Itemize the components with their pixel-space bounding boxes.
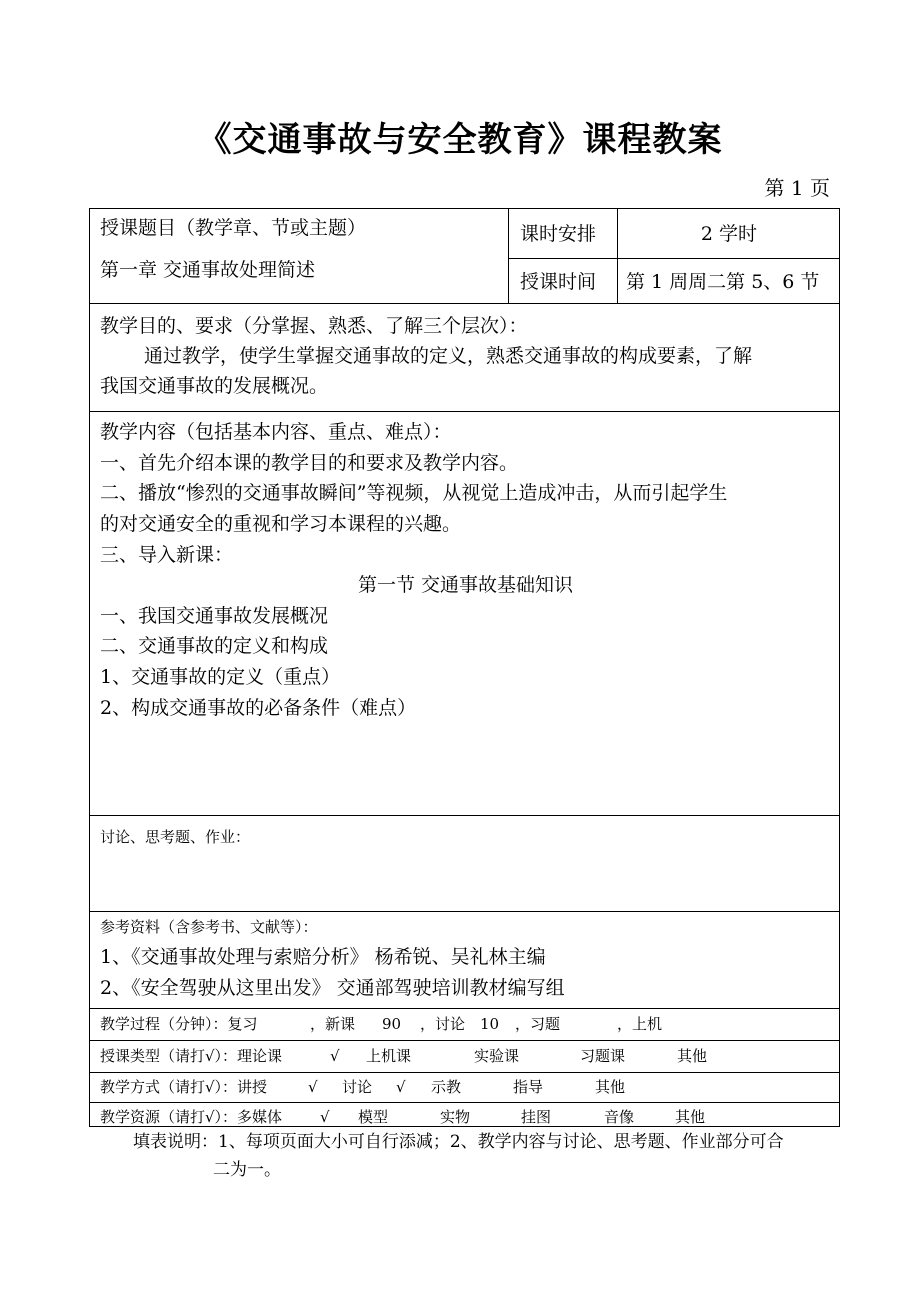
- resources-option: 模型: [358, 1108, 389, 1126]
- lesson-type-option: 其他: [677, 1047, 708, 1065]
- references-label: 参考资料（含参考书、文献等）：: [100, 918, 318, 936]
- resources-option: 其他: [675, 1108, 706, 1126]
- page-number: 第 1 页: [764, 176, 830, 200]
- content-line: 一、我国交通事故发展概况: [100, 605, 329, 627]
- topic-label: 授课题目（教学章、节或主题）: [100, 217, 367, 239]
- row-divider: [90, 1072, 839, 1073]
- time-value: 第 1 周周二第 5、6 节: [626, 271, 820, 293]
- method-label: 教学方式（请打√）：讲授: [100, 1078, 268, 1096]
- document-title: 《交通事故与安全教育》课程教案: [197, 120, 723, 160]
- row-divider: [90, 411, 839, 412]
- process-new-value: 90: [382, 1015, 402, 1033]
- objectives-label: 教学目的、要求（分掌握、熟悉、了解三个层次）：: [100, 315, 528, 337]
- objectives-line: 我国交通事故的发展概况。: [100, 375, 329, 397]
- col-divider: [508, 209, 509, 303]
- process-discuss-label: ，讨论: [420, 1015, 466, 1033]
- topic-value: 第一章 交通事故处理简述: [100, 259, 316, 281]
- resources-check: √: [320, 1108, 330, 1126]
- resources-option: 音像: [604, 1108, 635, 1126]
- hours-value: 2 学时: [700, 223, 758, 245]
- content-line: 1、交通事故的定义（重点）: [100, 666, 341, 688]
- footnote-line: 二为一。: [213, 1160, 281, 1180]
- content-line: 二、交通事故的定义和构成: [100, 635, 329, 657]
- content-label: 教学内容（包括基本内容、重点、难点）：: [100, 421, 452, 443]
- lesson-type-check: √: [330, 1047, 340, 1065]
- method-check: √: [396, 1078, 406, 1096]
- method-option: 其他: [595, 1078, 626, 1096]
- method-discuss: 讨论: [342, 1078, 373, 1096]
- footnote-line: 填表说明：1、每项页面大小可自行添减；2、教学内容与讨论、思考题、作业部分可合: [133, 1132, 784, 1152]
- row-divider: [508, 258, 839, 259]
- lesson-type-label: 授课类型（请打√）：理论课: [100, 1047, 283, 1065]
- content-line: 二、播放“惨烈的交通事故瞬间”等视频，从视觉上造成冲击，从而引起学生: [100, 482, 728, 504]
- resources-option: 实物: [440, 1108, 471, 1126]
- resources-label: 教学资源（请打√）：多媒体: [100, 1108, 283, 1126]
- row-divider: [90, 815, 839, 816]
- row-divider: [90, 1008, 839, 1009]
- reference-item: 2、《安全驾驶从这里出发》 交通部驾驶培训教材编写组: [100, 977, 565, 999]
- lesson-type-option: 习题课: [580, 1047, 626, 1065]
- content-line: 的对交通安全的重视和学习本课程的兴趣。: [100, 513, 462, 535]
- row-divider: [90, 911, 839, 912]
- row-divider: [90, 303, 839, 304]
- hours-label: 课时安排: [520, 223, 597, 245]
- content-line: 一、首先介绍本课的教学目的和要求及教学内容。: [100, 452, 519, 474]
- content-line: 三、导入新课：: [100, 544, 234, 566]
- process-computer-label: ，上机: [617, 1015, 663, 1033]
- resources-option: 挂图: [521, 1108, 552, 1126]
- method-check: √: [308, 1078, 318, 1096]
- lesson-type-option: 上机课: [366, 1047, 412, 1065]
- discussion-label: 讨论、思考题、作业：: [100, 828, 251, 846]
- lesson-plan-table: [89, 208, 840, 1127]
- process-exercise-label: ，习题: [515, 1015, 561, 1033]
- time-label: 授课时间: [520, 271, 597, 293]
- process-discuss-value: 10: [480, 1015, 500, 1033]
- objectives-line: 通过教学，使学生掌握交通事故的定义，熟悉交通事故的构成要素，了解: [144, 345, 753, 367]
- reference-item: 1、《交通事故处理与索赔分析》 杨希锐、吴礼林主编: [100, 946, 546, 968]
- method-option: 示教: [431, 1078, 462, 1096]
- method-option: 指导: [513, 1078, 544, 1096]
- section-heading: 第一节 交通事故基础知识: [357, 574, 574, 596]
- content-line: 2、构成交通事故的必备条件（难点）: [100, 697, 417, 719]
- process-label: 教学过程（分钟）：复习: [100, 1015, 258, 1033]
- lesson-type-option: 实验课: [474, 1047, 520, 1065]
- process-new-label: ，新课: [310, 1015, 356, 1033]
- row-divider: [90, 1102, 839, 1103]
- row-divider: [90, 1040, 839, 1041]
